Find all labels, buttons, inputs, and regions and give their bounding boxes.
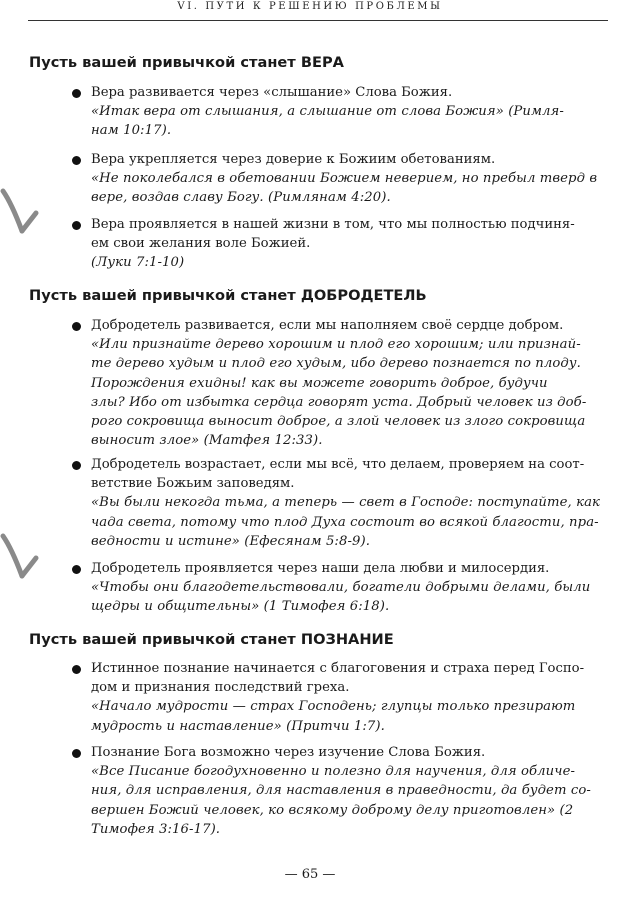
item-text: Вера проявляется в нашей жизни в том, что мы полностью подчиня-: [91, 217, 575, 232]
item-quote: «Все Писание богодухновенно и полезно для научения, для обличе-: [91, 764, 576, 780]
list-item: [72, 455, 612, 551]
item-text: Добродетель возрастает, если мы всё, что делаем, проверяем на соот-: [91, 457, 585, 472]
item-text: Вера укрепляется через доверие к Божиим обетованиям.: [91, 152, 496, 167]
item-quote: «Вы были некогда тьма, а теперь — свет в Господе: поступайте, как: [91, 495, 601, 511]
item-quote: чада света, потому что плод Духа состоит во всякой благости, пра-: [91, 514, 599, 530]
item-quote: (Луки 7:1-10): [91, 255, 185, 271]
item-text: ветствие Божьим заповедям.: [91, 476, 295, 492]
item-quote: «Или признайте дерево хорошим и плод его хорошим; или признай-: [91, 337, 581, 353]
item-text: Истинное познание начинается с благоговения и страха перед Госпо-: [91, 661, 585, 676]
item-text: Добродетель развивается, если мы наполняем своё сердце добром.: [91, 318, 564, 333]
item-quote: вершен Божий человек, ко всякому доброму делу приготовлен» (2: [91, 802, 574, 818]
header-rule: [28, 20, 608, 21]
section-heading-knowledge: Пусть вашей привычкой станет ПОЗНАНИЕ: [29, 631, 394, 648]
list-item: [72, 559, 612, 617]
item-quote: рого сокровища выносит доброе, а злой человек из злого сокровища: [91, 413, 586, 429]
list-item: [72, 743, 612, 839]
page-number: — 65 —: [284, 867, 336, 882]
list-item: [72, 659, 612, 736]
item-quote: «Не поколебался в обетовании Божием неверием, но пребыл тверд в: [91, 171, 598, 187]
item-quote: ния, для исправления, для наставления в праведности, да будет со-: [91, 783, 591, 799]
bullet-icon: [72, 322, 81, 331]
bullet-icon: [72, 89, 81, 98]
item-quote: ведности и истине» (Ефесянам 5:8-9).: [91, 533, 371, 549]
item-quote: Порождения ехидны! как вы можете говорить доброе, будучи: [91, 375, 548, 391]
section-heading-virtue: Пусть вашей привычкой станет ДОБРОДЕТЕЛЬ: [29, 287, 427, 304]
item-quote: Тимофея 3:16-17).: [91, 821, 221, 837]
bullet-icon: [72, 461, 81, 470]
item-text: дом и признания последствий греха.: [91, 680, 350, 696]
item-quote: «Начало мудрости — страх Господень; глупцы только презирают: [91, 699, 576, 715]
running-header: VI. ПУТИ К РЕШЕНИЮ ПРОБЛЕМЫ: [177, 1, 443, 12]
item-quote: нам 10:17).: [91, 123, 172, 139]
list-item: [72, 215, 612, 273]
item-text: Познание Бога возможно через изучение Слова Божия.: [91, 745, 486, 760]
section-heading-faith: Пусть вашей привычкой станет ВЕРА: [29, 54, 344, 71]
item-quote: те дерево худым и плод его худым, ибо дерево познается по плоду.: [91, 356, 581, 372]
item-quote: щедры и общительны» (1 Тимофея 6:18).: [91, 599, 390, 615]
bullet-icon: [72, 156, 81, 165]
bullet-icon: [72, 565, 81, 574]
margin-arrow-icon: [0, 187, 42, 249]
item-quote: мудрость и наставление» (Притчи 1:7).: [91, 718, 385, 734]
bullet-icon: [72, 221, 81, 230]
item-text: Добродетель проявляется через наши дела любви и милосердия.: [91, 561, 550, 576]
item-quote: «Итак вера от слышания, а слышание от слова Божия» (Римля-: [91, 104, 564, 120]
bullet-icon: [72, 665, 81, 674]
item-quote: выносит злое» (Матфея 12:33).: [91, 433, 323, 449]
item-quote: вере, воздав славу Богу. (Римлянам 4:20).: [91, 190, 391, 206]
list-item: [72, 150, 612, 208]
item-text: Вера развивается через «слышание» Слова Божия.: [91, 85, 453, 100]
item-text: ем свои желания воле Божией.: [91, 236, 311, 252]
item-quote: злы? Ибо от избытка сердца говорят уста. Добрый человек из доб-: [91, 394, 587, 410]
item-quote: «Чтобы они благодетельствовали, богатели добрыми делами, были: [91, 580, 591, 596]
margin-arrow-icon: [0, 532, 42, 594]
list-item: [72, 83, 612, 141]
bullet-icon: [72, 749, 81, 758]
list-item: [72, 316, 612, 450]
